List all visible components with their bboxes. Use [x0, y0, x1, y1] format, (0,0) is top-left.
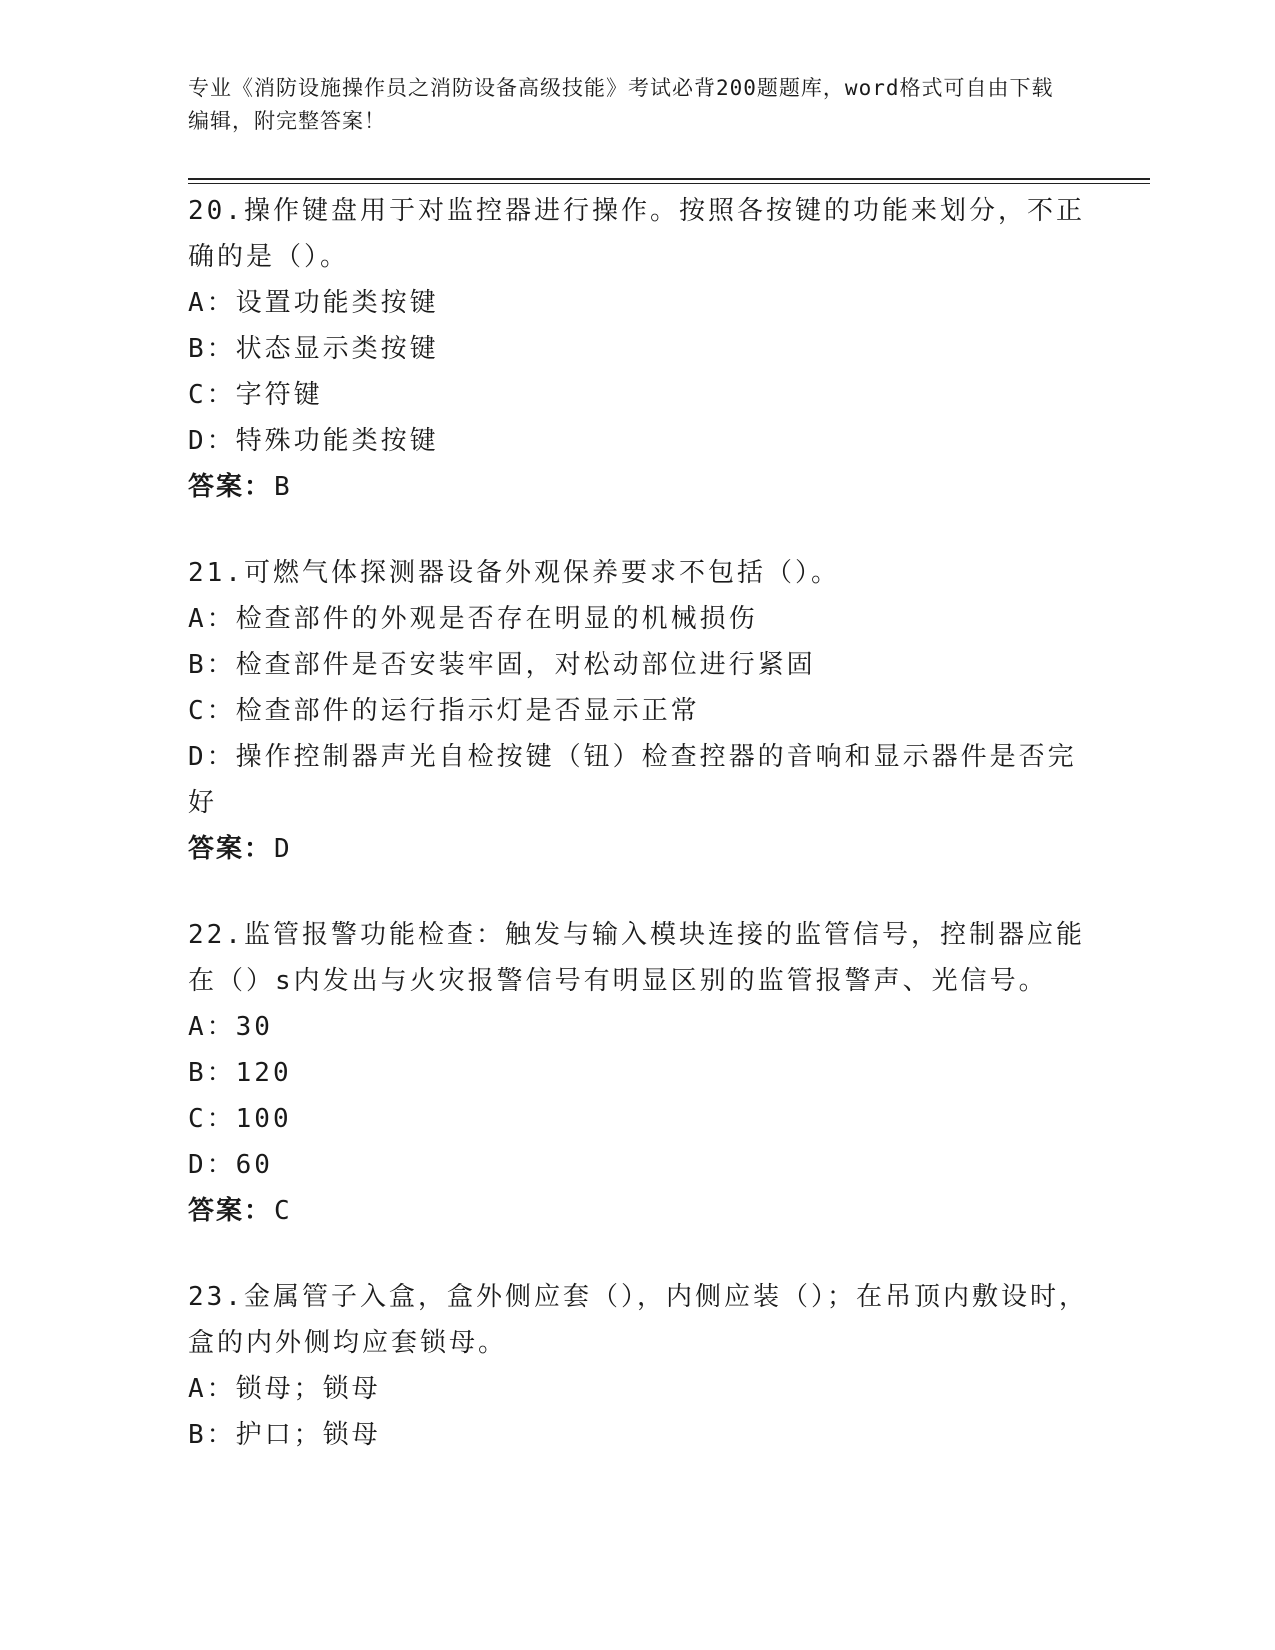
question-list: [188, 188, 1088, 1498]
option-d: D：特殊功能类按键: [188, 426, 439, 456]
question-stem: 23.金属管子入盒，盒外侧应套（），内侧应装（）；在吊顶内敷设时，盒的内外侧均应套锁母。: [188, 1282, 1088, 1358]
option-b: B：护口；锁母: [188, 1420, 381, 1450]
option-d: D：60: [188, 1150, 273, 1180]
question-stem: 20.操作键盘用于对监控器进行操作。按照各按键的功能来划分，不正确的是（）。: [188, 196, 1085, 272]
option-b: B：检查部件是否安装牢固，对松动部位进行紧固: [188, 650, 816, 680]
question-22: [188, 912, 1088, 1234]
option-b: B：120: [188, 1058, 292, 1088]
option-a: A：30: [188, 1012, 273, 1042]
answer-line: [188, 826, 1088, 872]
answer-line: [188, 1188, 1088, 1234]
option-c: C：字符键: [188, 380, 323, 410]
option-b: B：状态显示类按键: [188, 334, 439, 364]
option-d: D：操作控制器声光自检按键（钮）检查控器的音响和显示器件是否完好: [188, 742, 1077, 818]
answer-label: 答案：: [188, 472, 273, 502]
answer-label: 答案：: [188, 1196, 273, 1226]
option-c: C：检查部件的运行指示灯是否显示正常: [188, 696, 700, 726]
answer-value: B: [274, 472, 293, 502]
question-stem: 21.可燃气体探测器设备外观保养要求不包括（）。: [188, 558, 840, 588]
question-21: [188, 550, 1088, 872]
question-23: [188, 1274, 1088, 1458]
question-stem: 22.监管报警功能检查：触发与输入模块连接的监管信号，控制器应能在（）s内发出与火灾报警信号有明显区别的监管报警声、光信号。: [188, 920, 1085, 996]
header-divider-thin: [188, 183, 1150, 184]
option-a: A：检查部件的外观是否存在明显的机械损伤: [188, 604, 758, 634]
header-divider-thick: [188, 178, 1150, 180]
answer-label: 答案：: [188, 834, 273, 864]
answer-value: C: [274, 1196, 293, 1226]
option-a: A：设置功能类按键: [188, 288, 439, 318]
option-a: A：锁母；锁母: [188, 1374, 381, 1404]
document-header: 专业《消防设施操作员之消防设备高级技能》考试必背200题题库，word格式可自由下载编辑，附完整答案！: [188, 76, 1054, 133]
option-c: C：100: [188, 1104, 292, 1134]
answer-value: D: [274, 834, 293, 864]
answer-line: [188, 464, 1088, 510]
question-20: [188, 188, 1088, 510]
